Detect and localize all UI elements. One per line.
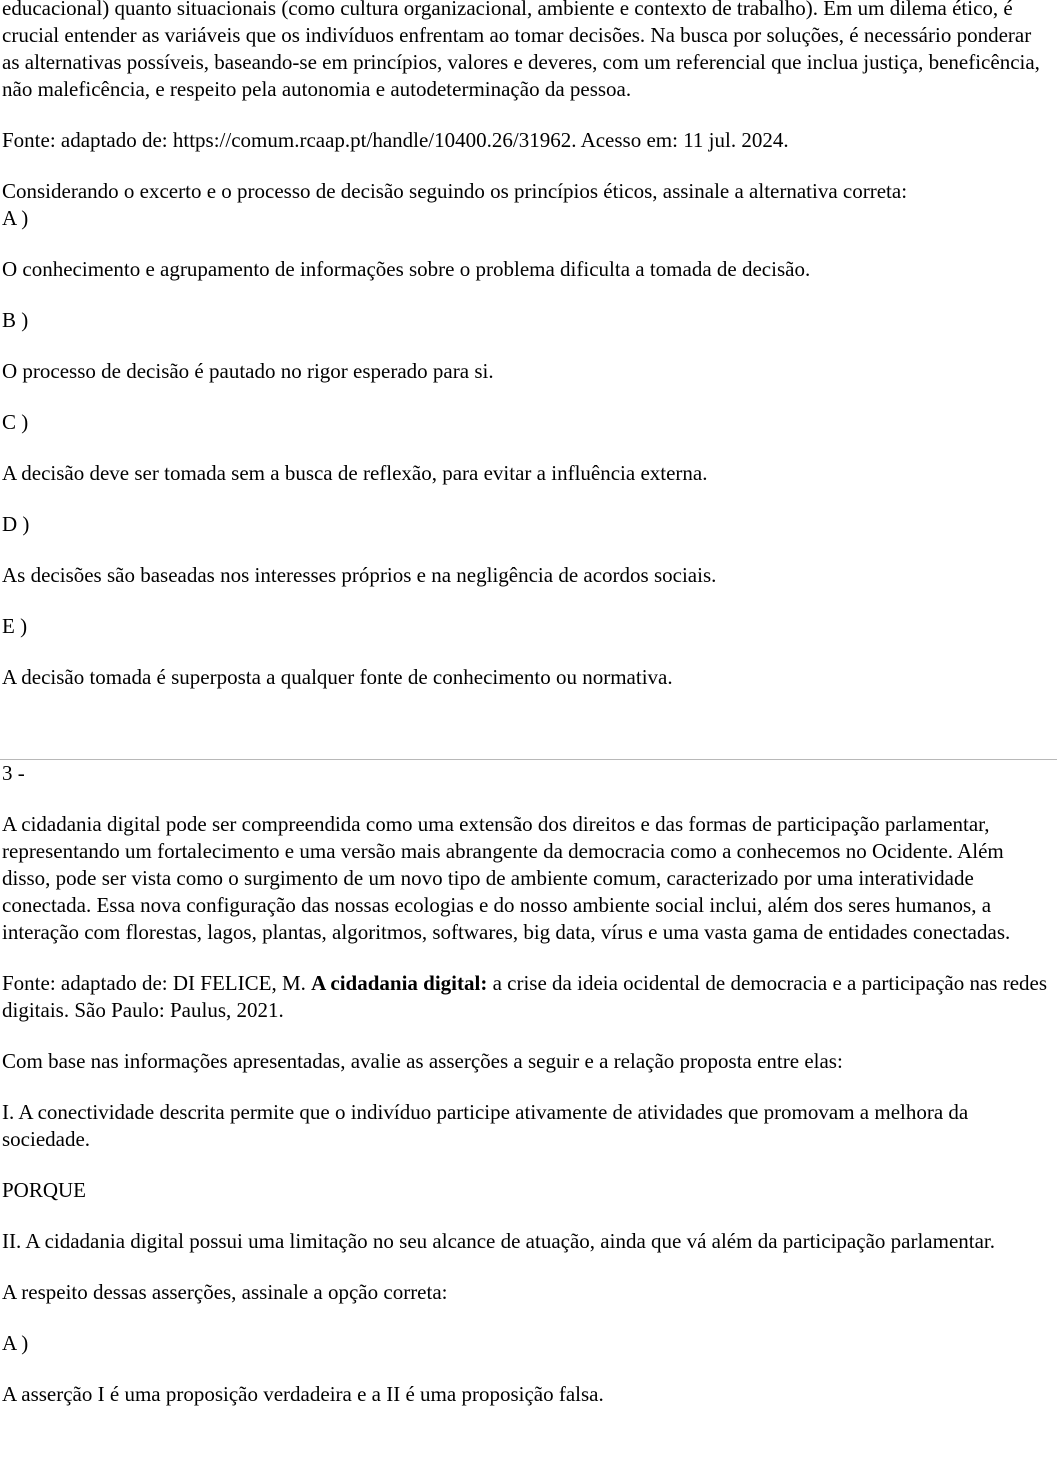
assertion-2: II. A cidadania digital possui uma limitação no seu alcance de atuação, ainda que vá além da participação parlamentar. [2, 1229, 995, 1253]
option-c-letter: C ) [2, 410, 29, 434]
question-2-prompt: Considerando o excerto e o processo de decisão seguindo os princípios éticos, assinale a alternativa correta: [2, 179, 908, 203]
option-b-letter: B ) [2, 308, 29, 332]
assertion-1: I. A conectividade descrita permite que o indivíduo participe ativamente de atividades que promovam a melhora da sociedade. [2, 1100, 969, 1151]
option-d-letter: D ) [2, 512, 30, 536]
question-2-excerpt: educacional) quanto situacionais (como cultura organizacional, ambiente e contexto de trabalho). Em um dilema ético, é crucial entender as variáveis que os indivíduos enfrentam ao tomar decisões. Na busca por soluções, é necessário ponderar as alternativas possíveis, baseando-se em princípios, valores e deveres, com um referencial que inclua justiça, beneficência, não maleficência, e respeito pela autonomia e autodeterminação da pessoa. [2, 0, 1040, 101]
option-a-letter: A ) [2, 206, 29, 230]
question-2-source: Fonte: adaptado de: https://comum.rcaap.pt/handle/10400.26/31962. Acesso em: 11 jul. 2024. [2, 128, 789, 152]
option-e-text: A decisão tomada é superposta a qualquer fonte de conhecimento ou normativa. [2, 665, 673, 689]
option-c-text: A decisão deve ser tomada sem a busca de reflexão, para evitar a influência externa. [2, 461, 708, 485]
option-b-text: O processo de decisão é pautado no rigor esperado para si. [2, 359, 494, 383]
option-d-text: As decisões são baseadas nos interesses próprios e na negligência de acordos sociais. [2, 563, 717, 587]
option-c[interactable] [2, 409, 1052, 487]
q3-option-a-text: A asserção I é uma proposição verdadeira e a II é uma proposição falsa. [2, 1382, 604, 1406]
option-e-letter: E ) [2, 614, 28, 638]
question-3-number: 3 - [2, 761, 25, 785]
source-book-title: A cidadania digital: [311, 971, 488, 995]
question-3-section [2, 760, 1052, 1408]
question-2-section [2, 0, 1052, 691]
option-b[interactable] [2, 307, 1052, 385]
q3-option-a-letter: A ) [2, 1331, 29, 1355]
question-3-instruction: Com base nas informações apresentadas, avalie as asserções a seguir e a relação proposta entre elas: [2, 1049, 843, 1073]
source-prefix: Fonte: adaptado de: DI FELICE, M. [2, 971, 312, 995]
option-a[interactable] [2, 205, 1052, 283]
question-3-source [2, 970, 1052, 1024]
source-suffix: a crise da ideia ocidental de democracia e a participação nas redes digitais. São Paulo: Paulus, 2021. [2, 971, 1048, 1022]
q3-option-a[interactable] [2, 1330, 1052, 1408]
assertion-connector: PORQUE [2, 1178, 87, 1202]
option-a-text: O conhecimento e agrupamento de informações sobre o problema dificulta a tomada de decisão. [2, 257, 811, 281]
question-3-excerpt: A cidadania digital pode ser compreendida como uma extensão dos direitos e das formas de participação parlamentar, representando um fortalecimento e uma versão mais abrangente da democracia como a conhecemos no Ocidente. Além disso, pode ser vista como o surgimento de um novo tipo de ambiente comum, caracterizado por uma interatividade conectada. Essa nova configuração das nossas ecologias e do nosso ambiente social inclui, além dos seres humanos, a interação com florestas, lagos, plantas, algoritmos, softwares, big data, vírus e uma vasta gama de entidades conectadas. [2, 812, 1011, 944]
question-3-prompt: A respeito dessas asserções, assinale a opção correta: [2, 1280, 448, 1304]
option-e[interactable] [2, 613, 1052, 691]
option-d[interactable] [2, 511, 1052, 589]
